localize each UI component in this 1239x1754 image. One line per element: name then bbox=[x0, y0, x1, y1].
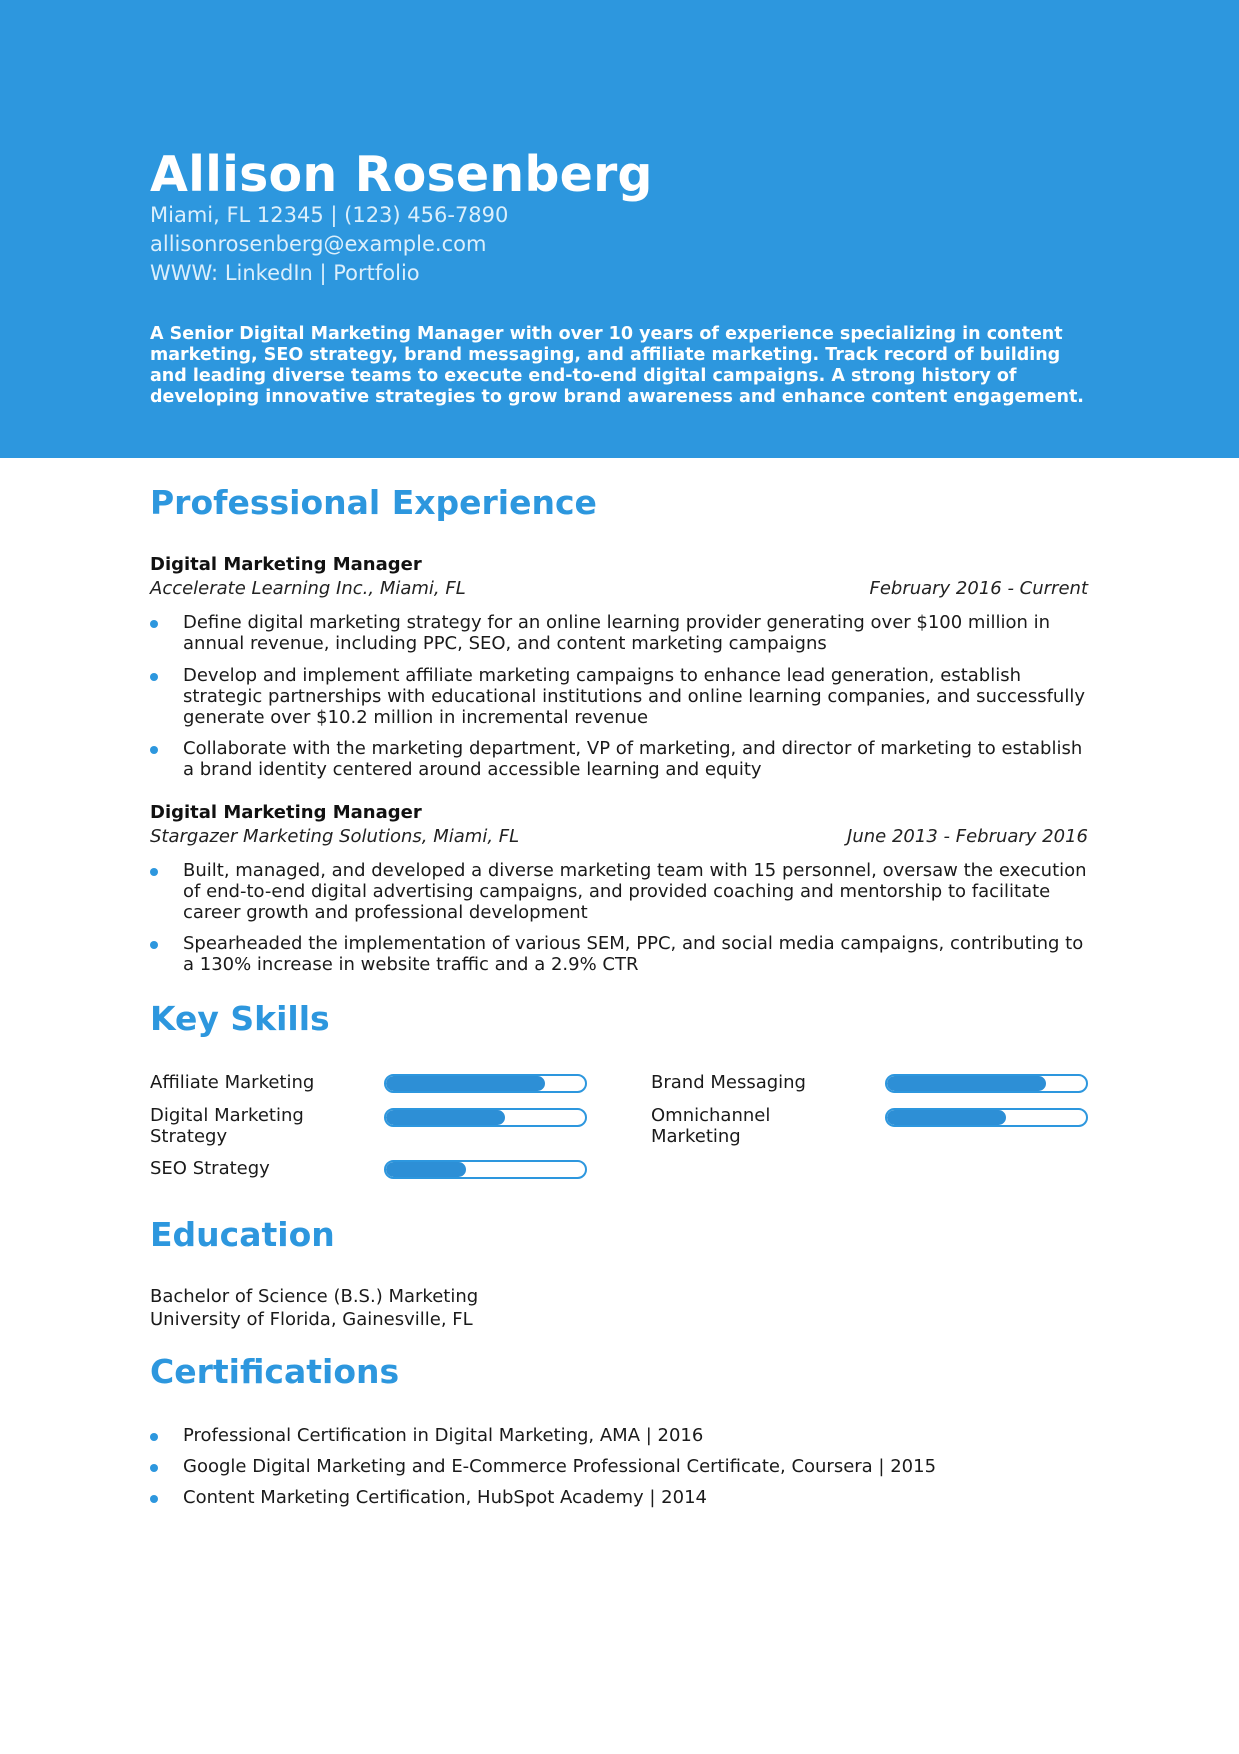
bullet-text: Collaborate with the marketing department, VP of marketing, and director of marketing to establish a brand identity centered around accessible learning and equity bbox=[183, 738, 1083, 780]
bullet-icon bbox=[150, 1495, 158, 1503]
skill-bar bbox=[384, 1160, 587, 1179]
skill-bar bbox=[384, 1108, 587, 1127]
bullet-icon bbox=[150, 1464, 158, 1472]
certification-text: Content Marketing Certification, HubSpot Academy | 2014 bbox=[183, 1487, 707, 1508]
skill-bar-fill bbox=[386, 1162, 466, 1177]
experience-heading: Professional Experience bbox=[150, 483, 597, 522]
contact-email[interactable]: allisonrosenberg@example.com bbox=[150, 232, 487, 256]
job-dates: February 2016 - Current bbox=[869, 578, 1088, 599]
skill-label: Brand Messaging bbox=[651, 1072, 806, 1093]
bullet-text: Built, managed, and developed a diverse marketing team with 15 personnel, oversaw the execution of end-to-end digital advertising campaigns, and provided coaching and mentorship to facilitate career growth and professional development bbox=[183, 860, 1087, 923]
bullet-icon bbox=[150, 673, 158, 681]
skill-label: Omnichannel Marketing bbox=[651, 1105, 771, 1147]
certifications-heading: Certifications bbox=[150, 1352, 400, 1391]
bullet-icon bbox=[150, 941, 158, 949]
skill-bar-fill bbox=[887, 1110, 1006, 1125]
skill-label: Affiliate Marketing bbox=[150, 1072, 315, 1093]
skill-label: Digital Marketing Strategy bbox=[150, 1105, 304, 1147]
list-item bbox=[150, 665, 1090, 728]
list-item bbox=[150, 1425, 1090, 1446]
bullet-icon bbox=[150, 868, 158, 876]
skill-bar bbox=[885, 1074, 1088, 1093]
skill-bar bbox=[885, 1108, 1088, 1127]
resume-header bbox=[0, 0, 1239, 458]
bullet-text: Develop and implement affiliate marketing campaigns to enhance lead generation, establish strategic partnerships with educational institutions and online learning companies, and successfully generate over $10.2 million in incremental revenue bbox=[183, 665, 1085, 728]
education-school: University of Florida, Gainesville, FL bbox=[150, 1309, 473, 1330]
list-item bbox=[150, 1487, 1090, 1508]
list-item bbox=[150, 1456, 1090, 1477]
certification-text: Professional Certification in Digital Marketing, AMA | 2016 bbox=[183, 1425, 704, 1446]
job-company: Stargazer Marketing Solutions, Miami, FL bbox=[150, 826, 520, 847]
job-company: Accelerate Learning Inc., Miami, FL bbox=[150, 578, 466, 599]
skill-bar bbox=[384, 1074, 587, 1093]
job-title: Digital Marketing Manager bbox=[150, 802, 422, 823]
skill-bar-fill bbox=[386, 1076, 545, 1091]
contact-address-phone: Miami, FL 12345 | (123) 456-7890 bbox=[150, 203, 509, 227]
skills-heading: Key Skills bbox=[150, 999, 330, 1038]
education-heading: Education bbox=[150, 1215, 335, 1254]
job-dates: June 2013 - February 2016 bbox=[847, 826, 1088, 847]
bullet-icon bbox=[150, 620, 158, 628]
skill-label: SEO Strategy bbox=[150, 1158, 270, 1179]
education-degree: Bachelor of Science (B.S.) Marketing bbox=[150, 1286, 479, 1307]
bullet-text: Spearheaded the implementation of various SEM, PPC, and social media campaigns, contributing to a 130% increase in website traffic and a 2.9% CTR bbox=[183, 933, 1084, 975]
skill-bar-fill bbox=[386, 1110, 505, 1125]
list-item bbox=[150, 612, 1090, 654]
job-title: Digital Marketing Manager bbox=[150, 554, 422, 575]
list-item bbox=[150, 738, 1090, 780]
bullet-icon bbox=[150, 1433, 158, 1441]
contact-links[interactable]: WWW: LinkedIn | Portfolio bbox=[150, 261, 420, 285]
bullet-text: Define digital marketing strategy for an online learning provider generating over $100 million in annual revenue, including PPC, SEO, and content marketing campaigns bbox=[183, 612, 1051, 654]
list-item bbox=[150, 860, 1090, 923]
list-item bbox=[150, 933, 1090, 975]
certification-text: Google Digital Marketing and E-Commerce Professional Certificate, Coursera | 2015 bbox=[183, 1456, 937, 1477]
skill-bar-fill bbox=[887, 1076, 1046, 1091]
bullet-icon bbox=[150, 746, 158, 754]
candidate-name: Allison Rosenberg bbox=[150, 146, 653, 203]
professional-summary: A Senior Digital Marketing Manager with over 10 years of experience specializing in content marketing, SEO strategy, brand messaging, and affiliate marketing. Track record of building and leading diverse teams to execute end-to-end digital campaigns. A strong history of developing innovative strategies to grow brand awareness and enhance content engagement. bbox=[150, 324, 1084, 407]
